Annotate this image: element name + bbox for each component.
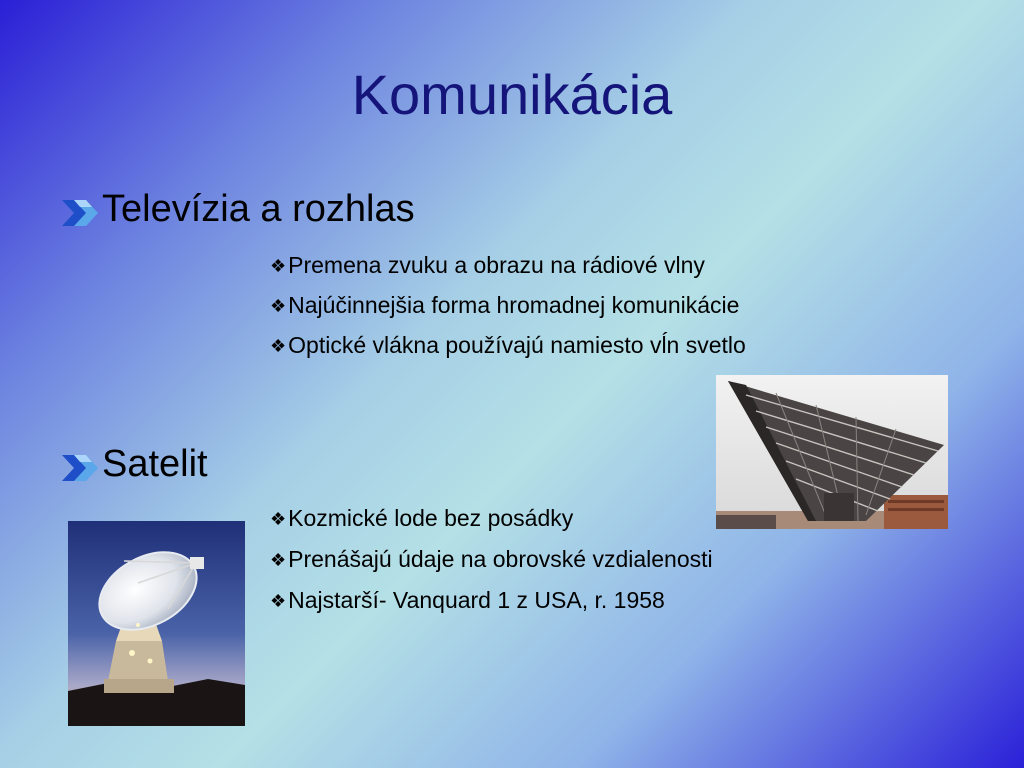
bullet-text: Najúčinnejšia forma hromadnej komunikácie — [288, 292, 740, 318]
bullet-text: Najstarší- Vanquard 1 z USA, r. 1958 — [288, 587, 665, 613]
arrow-bullet-icon — [62, 450, 100, 480]
bullet-item — [270, 332, 746, 359]
bullet-text: Kozmické lode bez posádky — [288, 505, 574, 531]
section-heading-label: Satelit — [102, 443, 208, 485]
bullet-item — [270, 252, 705, 279]
bullet-text: Premena zvuku a obrazu na rádiové vlny — [288, 252, 705, 278]
bullet-item — [270, 587, 665, 614]
section-heading-tv — [62, 188, 415, 231]
section-heading-label: Televízia a rozhlas — [102, 188, 415, 230]
section-heading-satellite — [62, 443, 208, 486]
bullet-item — [270, 292, 739, 319]
bullet-text: Optické vlákna používajú namiesto vĺn svetlo — [288, 332, 746, 358]
satellite-dish-photo — [68, 521, 245, 726]
arrow-bullet-icon — [62, 195, 100, 225]
diamond-bullet-icon: ❖ — [270, 335, 287, 356]
bullet-item — [270, 505, 573, 532]
diamond-bullet-icon: ❖ — [270, 590, 287, 611]
diamond-bullet-icon: ❖ — [270, 549, 287, 570]
bullet-text: Prenášajú údaje na obrovské vzdialenosti — [288, 546, 713, 572]
building-photo — [716, 375, 948, 529]
diamond-bullet-icon: ❖ — [270, 508, 287, 529]
slide-title: Komunikácia — [351, 63, 673, 126]
diamond-bullet-icon: ❖ — [270, 295, 287, 316]
diamond-bullet-icon: ❖ — [270, 255, 287, 276]
bullet-item — [270, 546, 713, 573]
